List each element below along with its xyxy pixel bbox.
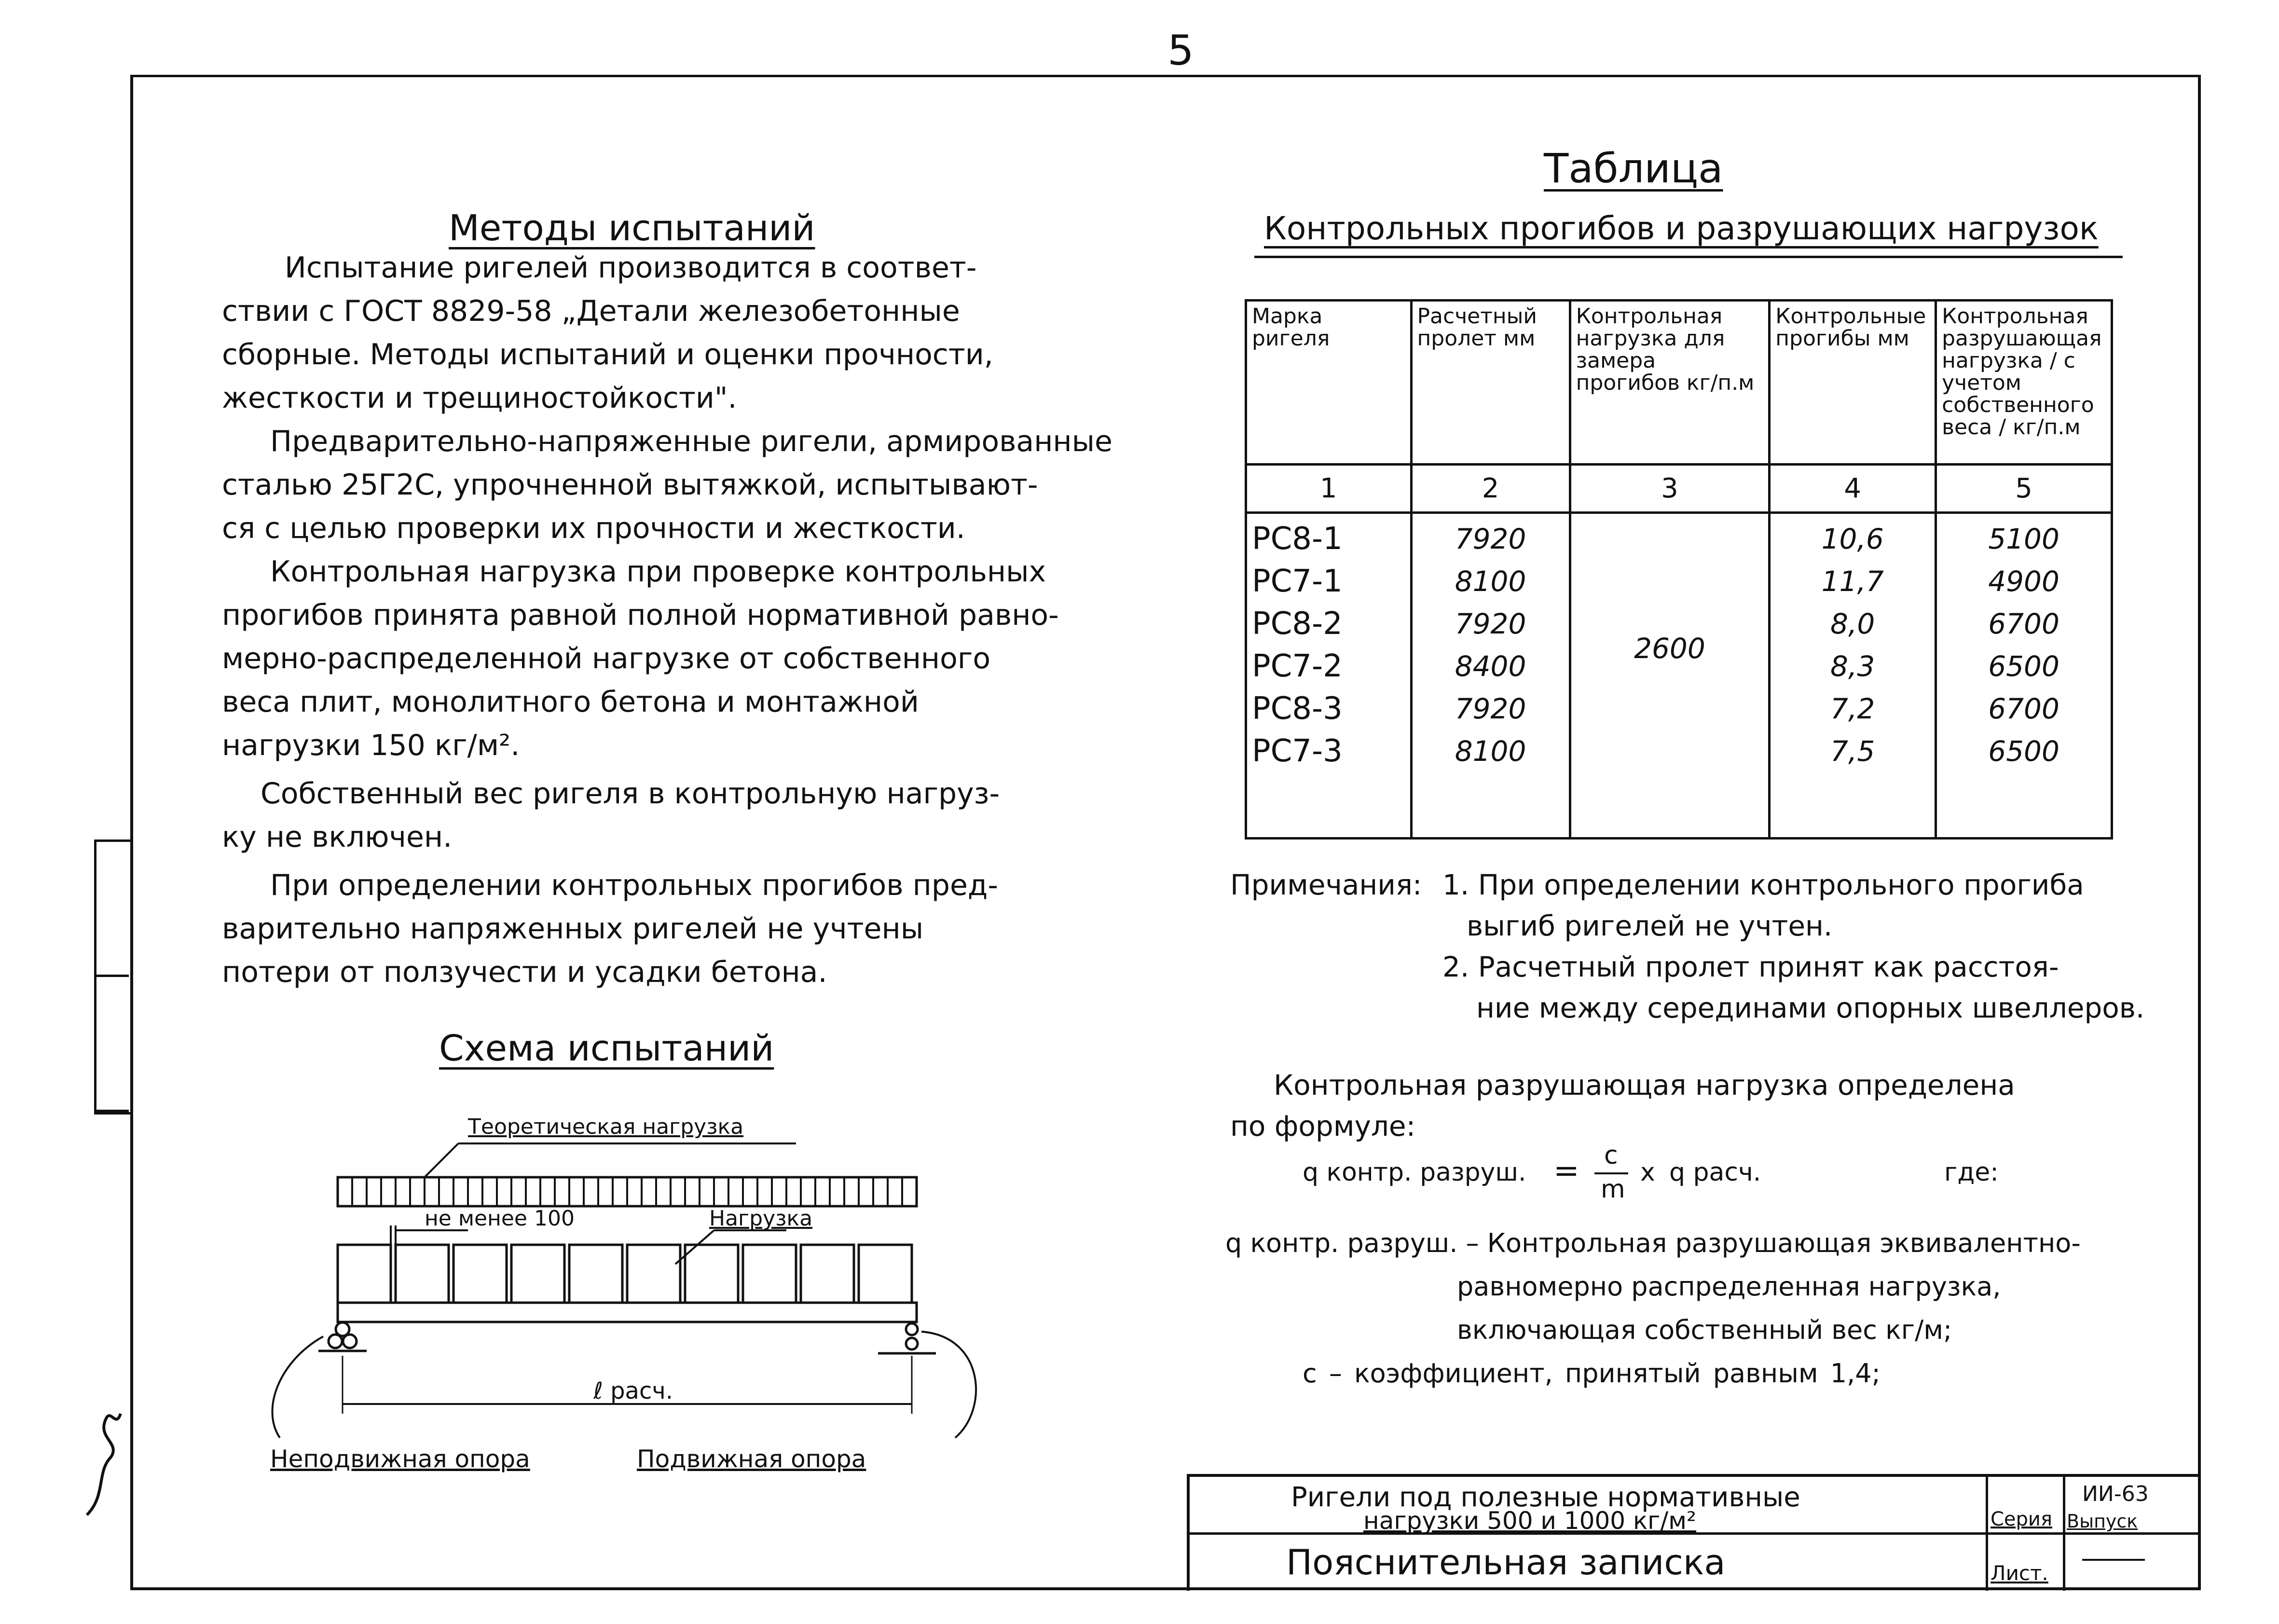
breaking-loads-cell xyxy=(1936,513,2112,839)
table-cell: РС7-1 xyxy=(1252,564,1343,599)
header-deflection: Контрольные прогибы мм xyxy=(1770,301,1936,465)
table-cell: 4900 xyxy=(1988,565,2059,598)
stamp-title-line: нагрузки 500 и 1000 кг/м² xyxy=(1363,1507,1697,1535)
formula-equals: = xyxy=(1553,1153,1579,1189)
table-body-row xyxy=(1246,513,2112,839)
table-cell: 6700 xyxy=(1988,692,2059,725)
movable-support-label: Подвижная опора xyxy=(637,1445,866,1473)
methods-line: Испытание ригелей производится в соответ- xyxy=(285,251,977,285)
formula-lhs: q контр. разруш. xyxy=(1303,1158,1526,1187)
fixed-support-label: Неподвижная опора xyxy=(270,1445,530,1473)
page-number: 5 xyxy=(1167,27,1194,75)
span-label: ℓ расч. xyxy=(593,1377,673,1404)
methods-line: сборные. Методы испытаний и оценки прочности, xyxy=(222,338,993,372)
issue-label: Выпуск xyxy=(2067,1511,2138,1532)
table-cell: 8100 xyxy=(1455,565,1526,598)
table-cell: РС8-3 xyxy=(1252,691,1343,727)
methods-line: нагрузки 150 кг/м². xyxy=(222,729,520,762)
notes-label: Примечания: xyxy=(1230,868,1422,901)
table-cell: 8,3 xyxy=(1830,650,1875,683)
formula-where: где: xyxy=(1944,1158,1999,1187)
table-cell: 7920 xyxy=(1455,692,1526,725)
table-cell: РС8-1 xyxy=(1252,521,1343,557)
binding-tick xyxy=(94,840,129,842)
scheme-title: Схема испытаний xyxy=(439,1028,774,1069)
methods-line: Контрольная нагрузка при проверке контрольных xyxy=(270,555,1046,589)
table-cell: 8,0 xyxy=(1830,607,1875,640)
table-cell: 6500 xyxy=(1988,650,2059,683)
theoretical-load-label: Теоретическая нагрузка xyxy=(468,1115,744,1139)
table-title: Таблица xyxy=(1544,145,1723,192)
series-label: Серия xyxy=(1991,1508,2052,1530)
series-value: ИИ-63 xyxy=(2082,1482,2149,1506)
table-header-row xyxy=(1246,301,2112,465)
methods-line: ствии с ГОСТ 8829-58 „Детали железобетонные xyxy=(222,294,960,328)
header-mark: Марка ригеля xyxy=(1246,301,1412,465)
methods-line: жесткости и трещиностойкости". xyxy=(222,381,737,415)
definition-line: включающая собственный вес кг/м; xyxy=(1457,1315,1952,1345)
header-span: Расчетный пролет мм xyxy=(1411,301,1570,465)
document-title: Пояснительная записка xyxy=(1286,1542,1726,1583)
binding-tick xyxy=(94,1110,129,1112)
table-cell: 7920 xyxy=(1455,607,1526,640)
table-cell: РС7-3 xyxy=(1252,733,1343,769)
methods-line: потери от ползучести и усадки бетона. xyxy=(222,955,827,989)
methods-line: мерно-распределенной нагрузке от собственного xyxy=(222,642,991,675)
note-line: 1. При определении контрольного прогиба xyxy=(1442,868,2084,901)
methods-line: При определении контрольных прогибов пред- xyxy=(270,868,999,902)
table-cell: 7,5 xyxy=(1830,735,1875,768)
methods-line: сталью 25Г2С, упрочненной вытяжкой, испытывают- xyxy=(222,468,1038,502)
formula-rhs: q расч. xyxy=(1669,1158,1761,1187)
table-cell: 8400 xyxy=(1455,650,1526,683)
control-load-cell: 2600 xyxy=(1570,513,1770,839)
table-cell: РС8-2 xyxy=(1252,606,1343,642)
methods-title: Методы испытаний xyxy=(449,207,815,249)
methods-line: варительно напряженных ригелей не учтены xyxy=(222,912,924,946)
methods-line: Предварительно-напряженные ригели, армированные xyxy=(270,425,1112,458)
stamp-title-line: Ригели под полезные нормативные xyxy=(1291,1482,1800,1513)
table-cell: 6500 xyxy=(1988,735,2059,768)
methods-line: Собственный вес ригеля в контрольную нагруз- xyxy=(261,777,1000,811)
formula-intro: Контрольная разрушающая нагрузка определена xyxy=(1274,1069,2015,1101)
signature-mark xyxy=(77,1399,130,1525)
table-cell: 5100 xyxy=(1988,523,2059,555)
note-line: выгиб ригелей не учтен. xyxy=(1467,909,1833,942)
table-cell: 7920 xyxy=(1455,523,1526,555)
binding-margin xyxy=(94,840,131,1115)
deflection-table xyxy=(1245,299,2113,840)
colnum: 3 xyxy=(1570,465,1770,513)
formula-numerator: c xyxy=(1604,1141,1618,1170)
table-cell: 10,6 xyxy=(1821,523,1884,555)
formula xyxy=(1303,1141,2074,1216)
methods-line: веса плит, монолитного бетона и монтажной xyxy=(222,685,919,719)
table-top-rule xyxy=(1254,256,2123,258)
spans-cell xyxy=(1411,513,1570,839)
binding-tick xyxy=(94,975,129,977)
methods-line: ку не включен. xyxy=(222,820,453,854)
fraction-bar xyxy=(1594,1172,1628,1174)
title-block xyxy=(1187,1474,2198,1591)
min-spacing-label: не менее 100 xyxy=(425,1206,575,1231)
note-line: ние между серединами опорных швеллеров. xyxy=(1476,991,2145,1024)
table-colnum-row xyxy=(1246,465,2112,513)
formula-multiply: x xyxy=(1640,1158,1655,1187)
formula-denominator: m xyxy=(1601,1175,1625,1204)
sheet-value-line xyxy=(2082,1559,2145,1561)
note-line: 2. Расчетный пролет принят как расстоя- xyxy=(1442,950,2059,983)
sheet-label: Лист. xyxy=(1991,1561,2048,1585)
methods-line: прогибов принята равной полной нормативной равно- xyxy=(222,598,1059,632)
definition-line: c – коэффициент, принятый равным 1,4; xyxy=(1303,1358,1881,1389)
colnum: 4 xyxy=(1770,465,1936,513)
definition-line: q контр. разруш. – Контрольная разрушающая эквивалентно- xyxy=(1225,1228,2081,1258)
table-cell: 6700 xyxy=(1988,607,2059,640)
header-breaking-load: Контрольная разрушающая нагрузка / с учетом собственного веса / кг/п.м xyxy=(1936,301,2112,465)
formula-intro: по формуле: xyxy=(1230,1110,1416,1142)
colnum: 2 xyxy=(1411,465,1570,513)
colnum: 1 xyxy=(1246,465,1412,513)
deflections-cell xyxy=(1770,513,1936,839)
table-cell: 11,7 xyxy=(1821,565,1884,598)
marks-cell xyxy=(1246,513,1412,839)
methods-line: ся с целью проверки их прочности и жесткости. xyxy=(222,511,965,545)
table-cell: 7,2 xyxy=(1830,692,1875,725)
colnum: 5 xyxy=(1936,465,2112,513)
test-scheme-diagram xyxy=(251,1110,994,1496)
table-cell: 8100 xyxy=(1455,735,1526,768)
definition-line: равномерно распределенная нагрузка, xyxy=(1457,1271,2001,1302)
table-subtitle: Контрольных прогибов и разрушающих нагрузок xyxy=(1264,210,2099,247)
header-control-load: Контрольная нагрузка для замера прогибов кг/п.м xyxy=(1570,301,1770,465)
load-label: Нагрузка xyxy=(709,1206,813,1231)
table-cell: РС7-2 xyxy=(1252,648,1343,684)
